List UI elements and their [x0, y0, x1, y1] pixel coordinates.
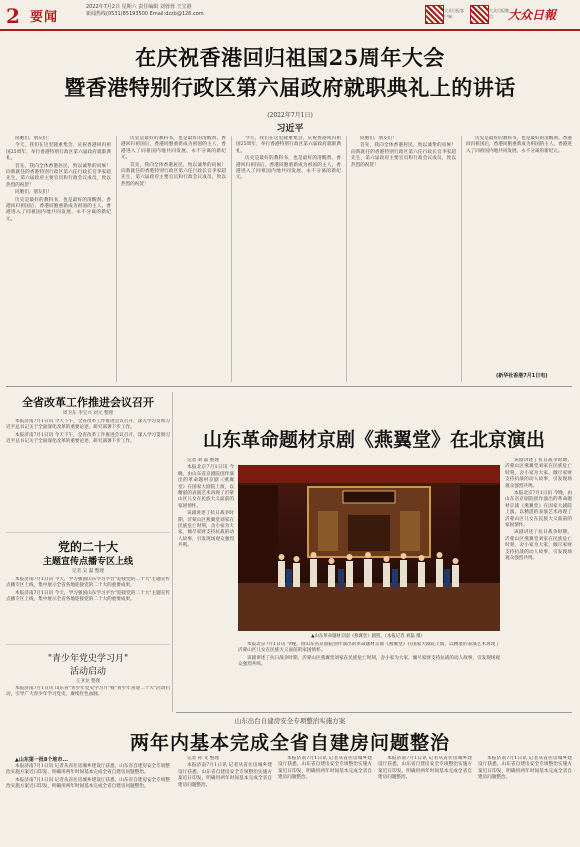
drama-paragraph: 该剧讲述了抗日战争时期，沂蒙山区燕翼堂刘家在民族危亡时刻，舍小家为大家，倾尽家财支持抗战的动人故事，引发现场观众强烈共鸣。: [238, 655, 500, 668]
story-divider: [6, 532, 170, 533]
lead-column: [466, 136, 572, 366]
story-paragraph: 本报济南7月1日讯 今天，学习强国山东学习平台"迎接党的二十大"主题宣传点播专区上线，集中展示全省各地迎接党的二十大的重要成果。: [6, 590, 170, 603]
lead-column: [351, 136, 456, 382]
qr1-label: 大众日报客户端: [444, 8, 464, 19]
qr2-label: 大众日报微信: [489, 8, 509, 19]
story-body: [6, 577, 170, 641]
news-hotline: 新闻热线(0531)85193500 Email:dzzb@126.com: [86, 11, 204, 17]
story-headline: 全省改革工作推进会议召开: [22, 396, 154, 409]
bottom-paragraph: 本报济南7月1日讯 记者从省住房城乡建设厅获悉，山东省自建房安全专项整治实施方案近日印发，明确用两年时间基本完成全省自建房问题整治。: [178, 763, 272, 788]
lead-paragraph: 今天，我们在这里隆重集会，庆祝香港回归祖国25周年，举行香港特别行政区第六届政府就职典礼。: [6, 143, 111, 162]
drama-headline: 山东革命题材京剧《燕翼堂》在北京演出: [202, 429, 545, 451]
story-byline: 周卫东 李宝兴 刘元 整理: [62, 411, 114, 416]
lead-paragraph: 首先，我向全体香港居民，致以诚挚的问候！向新就任的香港特别行政区第六任行政长官李家超先生，第六届政府主要官员和行政会议成员，致以热烈的祝贺！: [351, 143, 456, 168]
lead-paragraph: 历史是最好的教科书，也是最好的清醒剂。香港回归祖国后，香港同胞重新成为祖国的主人，香港进入了同祖国内地共同发展、永不分离的新纪元。: [121, 136, 226, 161]
bottom-paragraph: 本报济南7月1日讯 记者从省住房城乡建设厅获悉，山东省自建房安全专项整治实施方案近日印发，明确用两年时间基本完成全省自建房问题整治。: [6, 777, 170, 790]
lead-paragraph: 历史是最好的教科书，也是最好的清醒剂。香港回归祖国后，香港同胞重新成为祖国的主人，香港进入了同祖国内地共同发展、永不分离的新纪元。: [236, 156, 341, 181]
lead-column: [121, 136, 226, 382]
section-divider: [6, 386, 572, 387]
drama-right-column: [505, 458, 572, 710]
stage-photo-illustration: [238, 465, 500, 631]
speech-author: 习近平: [276, 124, 304, 134]
drama-paragraph: 该剧讲述了抗日战争时期，沂蒙山区燕翼堂刘家在民族危亡时刻，舍小家为大家，倾尽家财支持抗战的动人故事，引发现场观众强烈共鸣。: [505, 458, 572, 489]
bottom-byline: 记者 孙 文 整理: [187, 756, 219, 761]
salutation: 同胞们，朋友们：: [15, 136, 52, 141]
issue-date-editor: 2022年7月2日 星期六 责任编辑 刘蓉蓉 王宝港: [86, 4, 192, 10]
bottom-headline: 两年内基本完成全省自建房问题整治: [129, 732, 450, 754]
drama-paragraph: 本报北京7月1日讯 今晚，由山东省京剧院创作演出的革命题材京剧《燕翼堂》在国家大剧院上演，以精湛的表演艺术再现了沂蒙山区儿女在民族大义面前的家国情怀。: [178, 465, 234, 509]
bottom-column: [278, 756, 372, 844]
drama-left-column: [178, 458, 234, 710]
story-paragraph: 本报济南7月1日讯 今天下午，全省改革工作推进会议召开，深入学习贯彻习近平总书记关于全面深化改革的重要论述，研究部署下步工作。: [6, 419, 170, 431]
column-divider: [116, 136, 117, 382]
story-subheadline: 主题宣传点播专区上线: [42, 557, 133, 567]
story-paragraph: 本报济南7月1日讯 今天下午，全省改革工作推进会议召开，深入学习贯彻习近平总书记关于全面深化改革的重要论述，研究部署下步工作。: [6, 432, 170, 445]
photo-caption: ▲山东革命题材京剧《燕翼堂》剧照。（本报记者 刘磊 摄）: [311, 634, 425, 639]
story-byline: 王亚龙 整理: [75, 679, 101, 684]
drama-paragraph: 该剧讲述了抗日战争时期，沂蒙山区燕翼堂刘家在民族危亡时刻，舍小家为大家，倾尽家财支持抗战的动人故事，引发现场观众强烈共鸣。: [505, 530, 572, 562]
newspaper-logo: 大众日報: [508, 8, 557, 22]
lead-paragraph: 今天，我们在这里隆重集会，庆祝香港回归祖国25周年，举行香港特别行政区第六届政府就职典礼。: [236, 136, 341, 154]
bottom-paragraph: 本报济南7月1日讯 记者从省住房城乡建设厅获悉，山东省自建房安全专项整治实施方案近日印发，明确用两年时间基本完成全省自建房问题整治。: [378, 756, 472, 781]
qr-code-icon[interactable]: [425, 5, 444, 24]
bottom-paragraph: 本报济南7月1日讯 记者从省住房城乡建设厅获悉，山东省自建房安全专项整治实施方案近日印发，明确用两年时间基本完成全省自建房问题整治。: [6, 764, 170, 776]
bottom-kicker: 山东出台自建房安全专项整治实施方案: [234, 717, 346, 725]
lead-paragraph: 同胞们、朋友们！: [360, 136, 397, 141]
story-subheadline: 活动启动: [69, 667, 106, 677]
lead-paragraph: 历史是最好的教科书，也是最好的清醒剂。香港回归祖国后，香港同胞重新成为祖国的主人，香港进入了同祖国内地共同发展、永不分离的新纪元。: [6, 197, 111, 222]
lead-article-body: [6, 136, 572, 382]
bottom-article-body: [6, 756, 572, 844]
drama-byline: 记者 刘 磊 整理: [187, 458, 219, 463]
speech-date: (2022年7月1日): [267, 112, 313, 119]
left-news-column: [6, 392, 170, 712]
bottom-paragraph: 本报济南7月1日讯 记者从省住房城乡建设厅获悉，山东省自建房安全专项整治实施方案近日印发，明确用两年时间基本完成全省自建房问题整治。: [278, 756, 372, 781]
bottom-paragraph: 本报济南7月1日讯 记者从省住房城乡建设厅获悉，山东省自建房安全专项整治实施方案近日印发，明确用两年时间基本完成全省自建房问题整治。: [478, 756, 572, 781]
page-number: 2: [6, 4, 20, 28]
column-divider: [461, 136, 462, 382]
lead-paragraph: 首先，我向全体香港居民，致以诚挚的问候！向新就任的香港特别行政区第六任行政长官李家超先生，第六届政府主要官员和行政会议成员，致以热烈的祝贺！: [121, 162, 226, 187]
lead-column: [6, 136, 111, 382]
drama-paragraph: 该剧讲述了抗日战争时期，沂蒙山区燕翼堂刘家在民族危亡时刻，舍小家为大家，倾尽家财支持抗战的动人故事，引发现场观众强烈共鸣。: [178, 511, 234, 549]
drama-bottom-column: [238, 642, 500, 710]
story-paragraph: 本报济南7月1日讯 今天，学习强国山东学习平台"迎接党的二十大"主题宣传点播专区上线，集中展示全省各地迎接党的二十大的重要成果。: [6, 577, 170, 589]
lead-headline-line2: 暨香港特别行政区第六届政府就职典礼上的讲话: [64, 75, 516, 100]
bottom-cutline: ▲山东第一批8个地市...: [15, 757, 69, 763]
bottom-column: [178, 756, 272, 844]
story-byline: 记者 吴 磊 整理: [72, 569, 104, 574]
drama-paragraph: 本报北京7月1日讯 今晚，由山东省京剧院创作演出的革命题材京剧《燕翼堂》在国家大剧院上演，以精湛的表演艺术再现了沂蒙山区儿女在民族大义面前的家国情怀。: [238, 642, 500, 654]
column-divider: [231, 136, 232, 382]
story-headline: "青少年党史学习月": [47, 654, 129, 664]
column-divider: [346, 136, 347, 382]
story-paragraph: 本报济南7月1日讯 山东省"青少年党史学习月"暨"青少年喜迎二十大"活动启动，引导广大青少年学习党史、赓续红色血脉。: [6, 686, 170, 698]
section-divider: [176, 712, 572, 713]
masthead: [0, 0, 580, 28]
drama-paragraph: 本报北京7月1日讯 今晚，由山东省京剧院创作演出的革命题材京剧《燕翼堂》在国家大剧院上演，以精湛的表演艺术再现了沂蒙山区儿女在民族大义面前的家国情怀。: [505, 491, 572, 529]
lead-paragraph: 首先，我向全体香港居民，致以诚挚的问候！向新就任的香港特别行政区第六任行政长官李家超先生，第六届政府主要官员和行政会议成员，致以热烈的祝贺！: [6, 163, 111, 188]
story-body: [6, 686, 170, 712]
lead-paragraph: 历史是最好的教科书，也是最好的清醒剂。香港回归祖国后，香港同胞重新成为祖国的主人，香港进入了同祖国内地共同发展、永不分离的新纪元。: [466, 136, 572, 154]
drama-stage-photo: [238, 465, 500, 631]
lead-signoff: (新华社香港7月1日电): [496, 373, 548, 379]
issue-meta: [86, 4, 236, 18]
qr-code-icon[interactable]: [470, 5, 489, 24]
story-headline: 党的二十大: [57, 540, 118, 554]
bottom-cutline-column: [6, 756, 170, 844]
bottom-column: [378, 756, 472, 844]
column-divider: [172, 392, 173, 712]
lead-column: [236, 136, 341, 382]
lead-headline-line1: 在庆祝香港回归祖国25周年大会: [135, 45, 445, 70]
lead-paragraph: 同胞们、朋友们！: [15, 190, 52, 196]
bottom-column: [478, 756, 572, 844]
section-title: 要闻: [30, 10, 59, 25]
story-body: [6, 419, 170, 529]
story-divider: [6, 644, 170, 645]
header-rule: [0, 29, 580, 31]
